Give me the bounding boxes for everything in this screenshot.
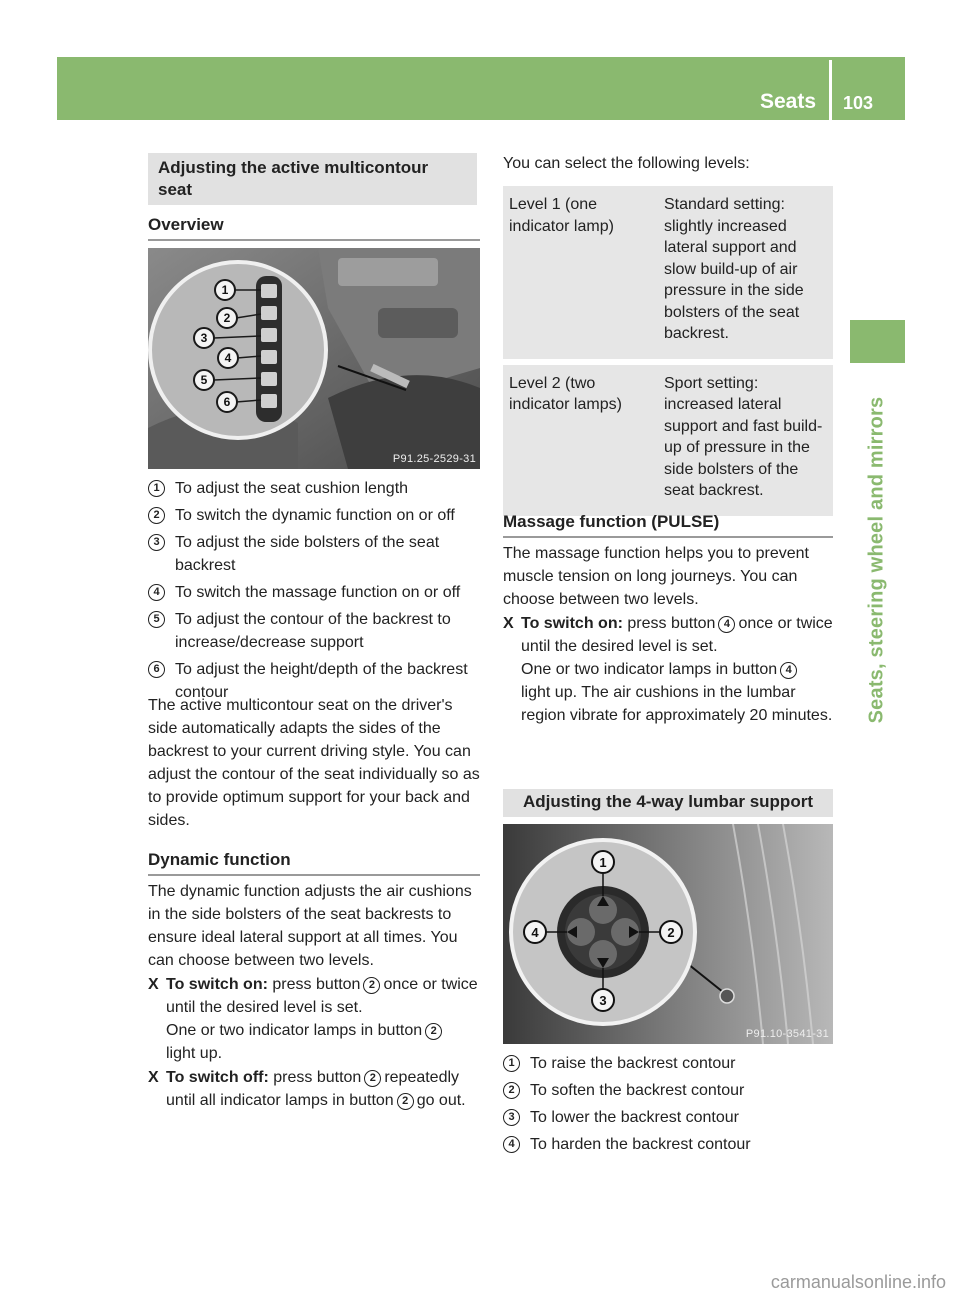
step-text: One or two indicator lamps in button <box>521 661 778 678</box>
fig1-callout-6: 6 <box>223 395 231 409</box>
dynamic-paragraph: The dynamic function adjusts the air cushions in the side bolsters of the seat backrests to ensure ideal lateral support at all times. You can choose between two levels. <box>148 883 472 969</box>
lumbar-legend <box>503 1052 833 1160</box>
step-text: press button <box>272 976 361 993</box>
legend-text: To switch the dynamic function on or off <box>175 507 455 524</box>
lumbar-switch-figure <box>503 824 833 1044</box>
legend-item <box>503 1052 833 1075</box>
fig1-callout-3: 3 <box>200 331 208 345</box>
section-title-multicontour <box>148 153 477 205</box>
callout-number: 3 <box>503 1109 520 1126</box>
page-number: 103 <box>843 93 874 113</box>
legend-text: To switch the massage function on or off <box>175 584 461 601</box>
massage-switch-on-step <box>503 612 833 727</box>
step-text: repeatedly until all indicator lamps in button <box>166 1069 460 1109</box>
multicontour-illustration <box>148 248 480 469</box>
section-title-text: Adjusting the active multicontour seat <box>158 158 429 199</box>
dynamic-function-heading: Dynamic function <box>148 849 480 876</box>
legend-text: To harden the backrest contour <box>530 1136 751 1153</box>
step-text: once or twice until the desired level is set. <box>521 615 833 655</box>
step-arrow-icon: X <box>503 615 514 632</box>
watermark: carmanualsonline.info <box>770 1272 946 1292</box>
callout-number: 1 <box>148 480 165 497</box>
step-label: To switch off: <box>166 1069 269 1086</box>
button-ref: 2 <box>397 1093 414 1110</box>
legend-item <box>503 1079 833 1102</box>
legend-item <box>148 531 482 577</box>
step-text: press button <box>627 615 716 632</box>
multicontour-legend <box>148 477 482 708</box>
figure-code: P91.25-2529-31 <box>392 453 476 465</box>
callout-number: 2 <box>148 507 165 524</box>
fig1-callout-5: 5 <box>200 373 208 387</box>
legend-text: To adjust the height/depth of the backrest contour <box>175 661 468 701</box>
legend-text: To adjust the side bolsters of the seat backrest <box>175 534 440 574</box>
table-row <box>503 365 833 516</box>
level-cell: Level 2 (two indicator lamps) <box>503 365 658 516</box>
callout-number: 5 <box>148 611 165 628</box>
step-label: To switch on: <box>521 615 623 632</box>
legend-text: To raise the backrest contour <box>530 1055 736 1072</box>
button-ref: 2 <box>364 1070 381 1087</box>
callout-number: 4 <box>148 584 165 601</box>
intro-paragraph: The active multicontour seat on the driver's side automatically adapts the sides of the backrest to your current driving style. You can adjust the contour of the seat individually so as to provide optimum support for your back and sides. <box>148 697 480 829</box>
button-ref: 2 <box>363 977 380 994</box>
dynamic-switch-on-step <box>148 973 482 1065</box>
fig1-callout-4: 4 <box>224 351 232 365</box>
step-arrow-icon: X <box>148 976 159 993</box>
fig2-callout-3: 3 <box>599 993 607 1008</box>
lumbar-illustration <box>503 824 833 1044</box>
fig2-callout-4: 4 <box>531 925 539 940</box>
step-text: One or two indicator lamps in button <box>166 1022 423 1039</box>
side-chapter-label: Seats, steering wheel and mirrors <box>865 396 888 724</box>
multicontour-switch-figure <box>148 248 480 469</box>
callout-number: 3 <box>148 534 165 551</box>
fig2-callout-1: 1 <box>599 855 607 870</box>
step-arrow-icon: X <box>148 1069 159 1086</box>
dynamic-switch-off-step <box>148 1066 482 1112</box>
massage-heading: Massage function (PULSE) <box>503 511 833 538</box>
step-text: light up. <box>166 1045 223 1062</box>
level-cell: Level 1 (one indicator lamp) <box>503 186 658 359</box>
step-text: press button <box>273 1069 362 1086</box>
button-ref: 4 <box>718 616 735 633</box>
fig2-callout-2: 2 <box>667 925 675 940</box>
legend-item <box>148 608 482 654</box>
levels-intro: You can select the following levels: <box>503 155 750 172</box>
table-row <box>503 186 833 359</box>
fig1-callout-1: 1 <box>221 283 229 297</box>
overview-heading: Overview <box>148 214 480 241</box>
header-divider <box>829 60 832 120</box>
button-ref: 4 <box>780 662 797 679</box>
lumbar-title-text: Adjusting the 4-way lumbar support <box>523 792 813 811</box>
legend-item <box>503 1106 833 1129</box>
legend-item <box>148 504 482 527</box>
levels-table <box>503 180 833 522</box>
legend-item <box>503 1133 833 1156</box>
figure-code: P91.10-3541-31 <box>745 1028 829 1040</box>
step-text: once or twice until the desired level is set. <box>166 976 478 1016</box>
callout-number: 4 <box>503 1136 520 1153</box>
level-description-cell: Sport setting: increased lateral support and fast build-up of pressure in the side bolsters of the seat backrest. <box>658 365 833 516</box>
legend-text: To adjust the contour of the backrest to increase/decrease support <box>175 611 451 651</box>
step-text: light up. The air cushions in the lumbar region vibrate for approximately 20 minutes. <box>521 684 833 724</box>
legend-item <box>148 477 482 500</box>
level-description-cell: Standard setting: slightly increased lateral support and slow build-up of air pressure in the side bolsters of the seat backrest. <box>658 186 833 359</box>
legend-text: To lower the backrest contour <box>530 1109 739 1126</box>
lumbar-section-title <box>503 789 833 817</box>
callout-number: 2 <box>503 1082 520 1099</box>
fig1-callout-2: 2 <box>223 311 231 325</box>
side-tab-marker <box>850 320 905 363</box>
callout-number: 6 <box>148 661 165 678</box>
chapter-title: Seats <box>760 90 817 113</box>
massage-paragraph: The massage function helps you to prevent muscle tension on long journeys. You can choose between two levels. <box>503 545 809 608</box>
legend-item <box>148 581 482 604</box>
legend-text: To adjust the seat cushion length <box>175 480 409 497</box>
legend-text: To soften the backrest contour <box>530 1082 745 1099</box>
step-text: go out. <box>416 1092 466 1109</box>
callout-number: 1 <box>503 1055 520 1072</box>
step-label: To switch on: <box>166 976 268 993</box>
button-ref: 2 <box>425 1023 442 1040</box>
